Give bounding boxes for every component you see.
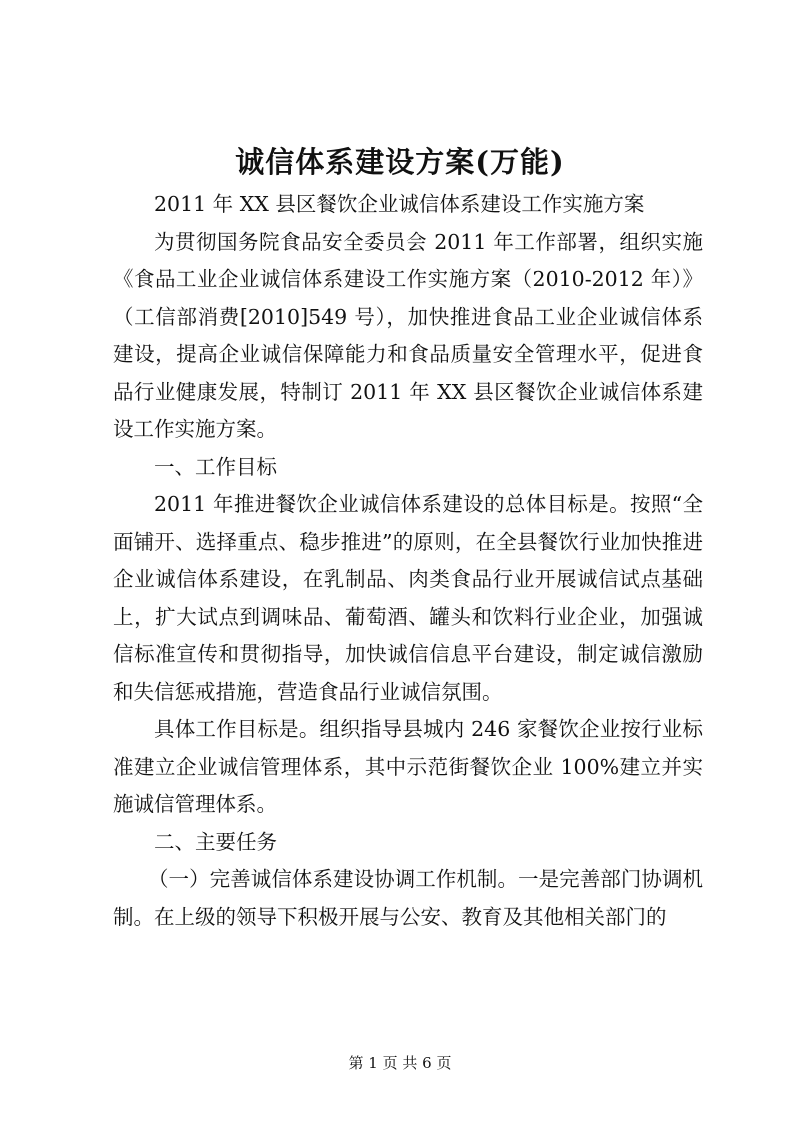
intro-paragraph: 为贯彻国务院食品安全委员会 2011 年工作部署，组织实施《食品工业企业诚信体系建设工作实施方案（2010-2012 年）》（工信部消费[2010]549 号），加快推进食品工业企业诚信体系建设，提高企业诚信保障能力和食品质量安全管理水平，促进食品行业健康发展，特制订 2011 年 XX 县区餐饮企业诚信体系建设工作实施方案。 xyxy=(113,229,703,441)
section-heading-tasks: 二、主要任务 xyxy=(154,829,277,854)
document-title: 诚信体系建设方案(万能) xyxy=(235,145,565,179)
page-number-footer: 第 1 页 共 6 页 xyxy=(348,1054,452,1072)
section-heading-goals: 一、工作目标 xyxy=(154,454,277,479)
goals-paragraph: 2011 年推进餐饮企业诚信体系建设的总体目标是。按照“全面铺开、选择重点、稳步推进”的原则，在全县餐饮行业加快推进企业诚信体系建设，在乳制品、肉类食品行业开展诚信试点基础上，扩大试点到调味品、葡萄酒、罐头和饮料行业企业，加强诚信标准宣传和贯彻指导，加快诚信信息平台建设，制定诚信激励和失信惩戒措施，营造食品行业诚信氛围。 xyxy=(113,492,703,704)
specific-goals-paragraph: 具体工作目标是。组织指导县城内 246 家餐饮企业按行业标准建立企业诚信管理体系，其中示范街餐饮企业 100%建立并实施诚信管理体系。 xyxy=(113,717,703,816)
subtitle-paragraph: 2011 年 XX 县区餐饮企业诚信体系建设工作实施方案 xyxy=(154,192,645,216)
task-one-paragraph: （一）完善诚信体系建设协调工作机制。一是完善部门协调机制。在上级的领导下积极开展与公安、教育及其他相关部门的 xyxy=(113,867,703,929)
document-body xyxy=(113,186,703,936)
